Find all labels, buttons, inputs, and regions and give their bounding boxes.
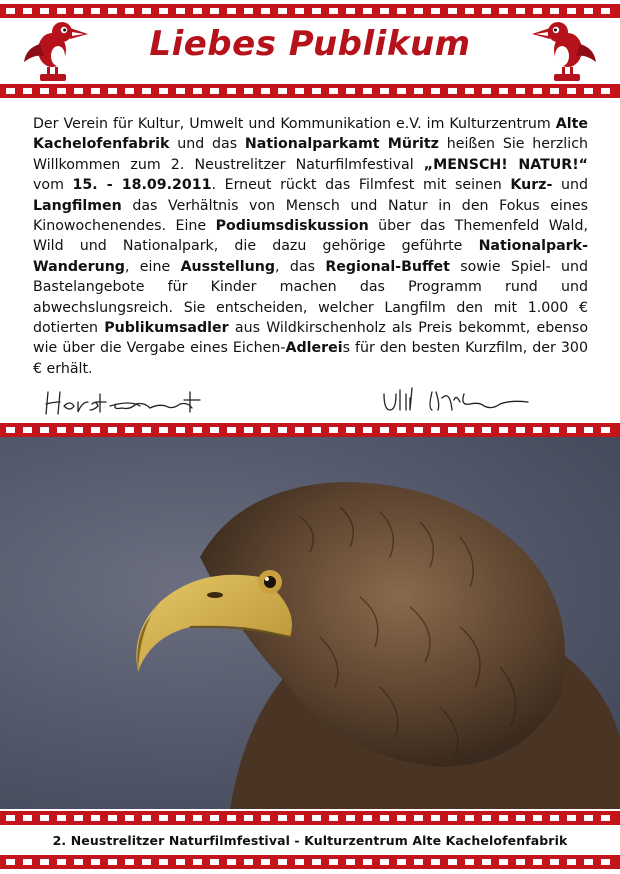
paragraph-text: das Verhältnis von Mensch und Natur in den Fokus eines Kinowochenendes. Eine — [33, 197, 588, 235]
emphasis-text: „MENSCH! NATUR!“ — [423, 156, 588, 173]
emphasis-text: Podiumsdiskussion — [215, 218, 369, 235]
sea-eagle-portrait-icon — [0, 437, 620, 809]
footer-text: 2. Neustrelitzer Naturfilmfestival - Kulturzentrum Alte Kachelofenfabrik — [52, 833, 568, 848]
sea-eagle-photo — [0, 437, 620, 809]
paragraph-text: und das — [169, 136, 245, 153]
emphasis-text: Langfilmen — [33, 197, 122, 214]
page-title: Liebes Publikum — [149, 24, 471, 64]
paragraph-text: sowie Spiel- und Bastelangebote für Kinder machen das Programm rund und abwechslungsreich. Sie entscheiden, welcher Langfilm den mit 1.000 € dotierten — [33, 258, 589, 337]
photo-top-filmstrip — [0, 423, 620, 437]
paragraph-text: vom — [33, 177, 73, 194]
header-filmstrip — [0, 84, 620, 98]
paragraph-text: über das Themenfeld Wald, Wild und Nationalpark, die dazu gehörige geführte — [33, 218, 588, 255]
paragraph-text: aus Wildkirschenholz als Preis bekommt, ebenso wie über die Vergabe eines Eichen- — [33, 320, 588, 357]
emphasis-text: Nationalpark-Wanderung — [33, 238, 588, 275]
signature-left — [40, 384, 210, 424]
paragraph-text: , eine — [124, 258, 181, 275]
paragraph-text: Der Verein für Kultur, Umwelt und Kommunikation e.V. im Kulturzentrum — [33, 116, 556, 132]
emphasis-text: Publikumsadler — [104, 320, 229, 337]
paragraph-text: , das — [275, 258, 326, 275]
emphasis-text: Ausstellung — [180, 258, 276, 275]
paragraph-text: und — [552, 177, 589, 194]
bottom-filmstrip — [0, 855, 620, 869]
paragraph-text: s für den besten Kurzfilm, der 300 € erhält. — [33, 340, 588, 377]
emphasis-text: Kurz- — [510, 177, 553, 194]
top-filmstrip — [0, 4, 620, 18]
welcome-paragraph — [33, 114, 588, 379]
emphasis-text: Adlerei — [285, 340, 343, 357]
emphasis-text: Regional-Buffet — [325, 258, 450, 275]
emphasis-text: Nationalparkamt Müritz — [244, 136, 439, 153]
paragraph-text: heißen Sie herzlich Willkommen zum 2. Neustrelitzer Naturfilmfestival — [33, 136, 588, 173]
emphasis-text: Alte Kachelofenfabrik — [33, 116, 588, 153]
emphasis-text: 15. - 18.09.2011 — [72, 177, 212, 194]
paragraph-text: . Erneut rückt das Filmfest mit seinen — [211, 177, 511, 194]
photo-bottom-filmstrip — [0, 811, 620, 825]
signature-right — [380, 384, 550, 424]
